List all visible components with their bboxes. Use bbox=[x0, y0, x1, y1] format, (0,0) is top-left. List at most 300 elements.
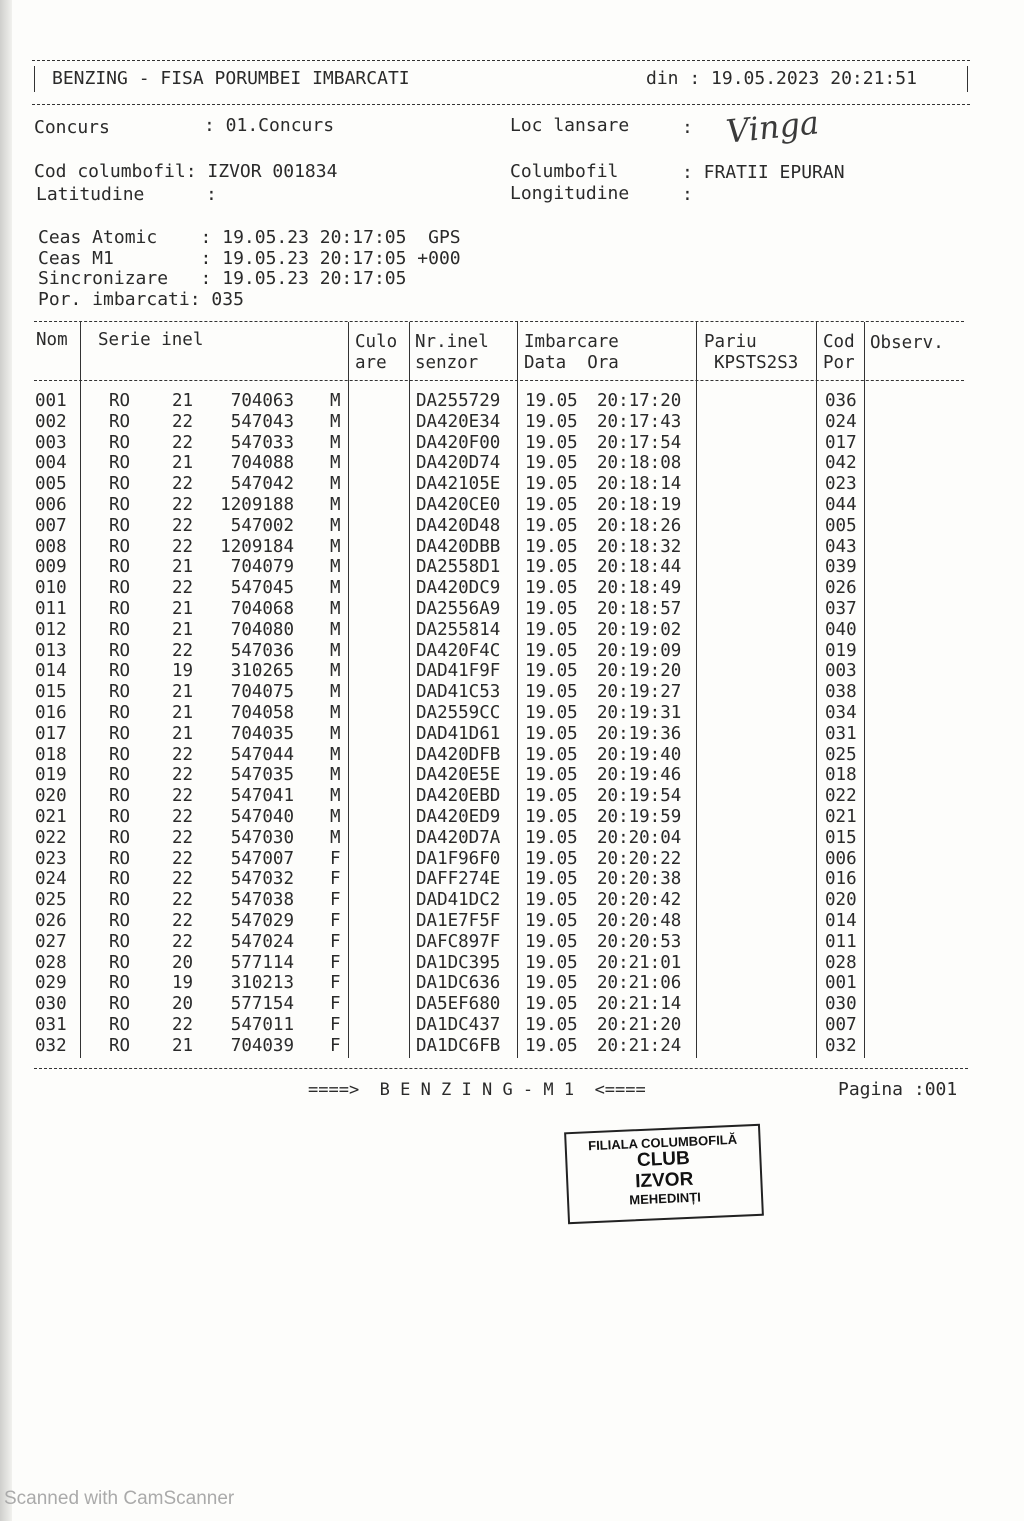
row-cod-por: 025 bbox=[825, 744, 857, 765]
row-sensor: DA420DC9 bbox=[416, 578, 501, 599]
row-time: 20:20:42 bbox=[597, 890, 682, 911]
row-ring-number: 547040 bbox=[230, 807, 294, 827]
row-sensor: DA420ED9 bbox=[416, 807, 501, 827]
row-nom: 017 bbox=[35, 723, 67, 744]
row-sex: M bbox=[330, 453, 341, 474]
cod-columbofil: Cod columbofil: IZVOR 001834 bbox=[34, 161, 338, 182]
footer-banner: ====> B E N Z I N G - M 1 <==== bbox=[308, 1080, 646, 1100]
row-time: 20:21:24 bbox=[597, 1035, 682, 1056]
row-sex: M bbox=[330, 765, 341, 786]
row-time: 20:19:59 bbox=[597, 807, 682, 827]
row-cod-por: 021 bbox=[825, 807, 857, 827]
col-pariu-2: KPSTS2S3 bbox=[714, 353, 799, 373]
row-ring-number: 547045 bbox=[230, 578, 294, 599]
row-ring-number: 577154 bbox=[230, 994, 294, 1015]
row-year: 22 bbox=[172, 765, 194, 786]
row-ring-number: 547007 bbox=[230, 848, 294, 869]
page-number: Pagina :001 bbox=[838, 1079, 958, 1100]
row-ring-number: 704058 bbox=[230, 703, 294, 723]
row-date: 19.05 bbox=[525, 786, 578, 807]
row-date: 19.05 bbox=[525, 536, 578, 557]
row-country: RO bbox=[109, 536, 131, 557]
row-country: RO bbox=[109, 911, 131, 931]
row-time: 20:18:26 bbox=[597, 515, 682, 536]
row-cod-por: 006 bbox=[825, 848, 857, 869]
row-nom: 001 bbox=[35, 391, 67, 411]
row-nom: 005 bbox=[35, 474, 67, 495]
table-row bbox=[34, 557, 968, 578]
ceas-m1: Ceas M1 : 19.05.23 20:17:05 +000 bbox=[38, 248, 461, 269]
row-date: 19.05 bbox=[525, 994, 578, 1015]
row-time: 20:20:04 bbox=[597, 827, 682, 848]
row-cod-por: 037 bbox=[825, 599, 857, 619]
header-left-bar bbox=[34, 66, 35, 92]
header-right-bar bbox=[967, 66, 968, 92]
row-sex: F bbox=[330, 952, 341, 973]
row-year: 22 bbox=[172, 640, 194, 661]
row-date: 19.05 bbox=[525, 682, 578, 703]
row-cod-por: 011 bbox=[825, 931, 857, 952]
row-country: RO bbox=[109, 619, 131, 640]
col-imbarcare-2: Data Ora bbox=[524, 353, 619, 373]
row-nom: 011 bbox=[35, 599, 67, 619]
table-row bbox=[34, 703, 968, 724]
row-date: 19.05 bbox=[525, 599, 578, 619]
row-sensor: DA42105E bbox=[416, 474, 501, 495]
row-time: 20:19:46 bbox=[597, 765, 682, 786]
row-sex: F bbox=[330, 869, 341, 890]
row-ring-number: 1209184 bbox=[220, 536, 294, 557]
row-year: 21 bbox=[172, 599, 194, 619]
row-country: RO bbox=[109, 474, 131, 495]
row-sex: M bbox=[330, 807, 341, 827]
row-time: 20:19:40 bbox=[597, 744, 682, 765]
table-row bbox=[34, 620, 968, 641]
row-country: RO bbox=[109, 890, 131, 911]
report-title: BENZING - FISA PORUMBEI IMBARCATI bbox=[52, 68, 410, 89]
row-ring-number: 547041 bbox=[230, 786, 294, 807]
table-row bbox=[34, 682, 968, 703]
row-nom: 030 bbox=[35, 994, 67, 1015]
table-row bbox=[34, 516, 968, 537]
row-ring-number: 310265 bbox=[230, 661, 294, 682]
row-sex: M bbox=[330, 536, 341, 557]
row-country: RO bbox=[109, 848, 131, 869]
row-nom: 022 bbox=[35, 827, 67, 848]
row-nom: 013 bbox=[35, 640, 67, 661]
row-cod-por: 044 bbox=[825, 495, 857, 515]
row-year: 22 bbox=[172, 495, 194, 515]
row-sensor: DA1DC6FB bbox=[416, 1035, 501, 1056]
row-year: 21 bbox=[172, 703, 194, 723]
row-sex: M bbox=[330, 723, 341, 744]
row-sex: F bbox=[330, 848, 341, 869]
row-sensor: DAD41F9F bbox=[416, 661, 501, 682]
row-date: 19.05 bbox=[525, 1035, 578, 1056]
row-sex: M bbox=[330, 599, 341, 619]
row-time: 20:19:36 bbox=[597, 723, 682, 744]
col-serie-inel: Serie inel bbox=[98, 330, 204, 350]
row-ring-number: 547029 bbox=[230, 911, 294, 931]
row-ring-number: 704088 bbox=[230, 453, 294, 474]
row-cod-por: 018 bbox=[825, 765, 857, 786]
col-nrinel-1: Nr.inel bbox=[415, 332, 489, 352]
col-pariu-1: Pariu bbox=[704, 332, 757, 352]
row-time: 20:19:20 bbox=[597, 661, 682, 682]
row-time: 20:18:14 bbox=[597, 474, 682, 495]
row-cod-por: 042 bbox=[825, 453, 857, 474]
table-row bbox=[34, 994, 968, 1015]
row-sex: F bbox=[330, 973, 341, 994]
row-date: 19.05 bbox=[525, 453, 578, 474]
row-sex: M bbox=[330, 495, 341, 515]
stamp-line-1: FILIALA COLUMBOFILĂ bbox=[587, 1131, 738, 1154]
row-cod-por: 005 bbox=[825, 515, 857, 536]
stamp-line-3: IZVOR bbox=[634, 1168, 694, 1193]
row-sex: M bbox=[330, 432, 341, 453]
row-date: 19.05 bbox=[525, 640, 578, 661]
latitudine-colon: : bbox=[206, 184, 217, 205]
row-sex: F bbox=[330, 931, 341, 952]
row-ring-number: 704075 bbox=[230, 682, 294, 703]
row-date: 19.05 bbox=[525, 869, 578, 890]
stamp-line-4: MEHEDINȚI bbox=[629, 1189, 702, 1208]
row-sensor: DAD41D61 bbox=[416, 723, 501, 744]
table-row bbox=[34, 1036, 968, 1057]
row-nom: 004 bbox=[35, 453, 67, 474]
row-time: 20:19:54 bbox=[597, 786, 682, 807]
row-date: 19.05 bbox=[525, 578, 578, 599]
row-cod-por: 023 bbox=[825, 474, 857, 495]
row-date: 19.05 bbox=[525, 557, 578, 578]
row-sensor: DAFC897F bbox=[416, 931, 501, 952]
scan-edge bbox=[0, 0, 12, 1521]
row-cod-por: 016 bbox=[825, 869, 857, 890]
col-cod-2: Por bbox=[823, 353, 855, 373]
concurs-value: : 01.Concurs bbox=[204, 115, 335, 136]
row-sensor: DA1DC636 bbox=[416, 973, 501, 994]
latitudine-label: Latitudine bbox=[36, 184, 145, 205]
table-row bbox=[34, 890, 968, 911]
row-year: 22 bbox=[172, 515, 194, 536]
row-date: 19.05 bbox=[525, 495, 578, 515]
row-time: 20:20:22 bbox=[597, 848, 682, 869]
row-sensor: DA5EF680 bbox=[416, 994, 501, 1015]
row-nom: 015 bbox=[35, 682, 67, 703]
col-cod-1: Cod bbox=[823, 332, 855, 352]
row-sex: M bbox=[330, 661, 341, 682]
row-time: 20:18:57 bbox=[597, 599, 682, 619]
row-nom: 007 bbox=[35, 515, 67, 536]
row-country: RO bbox=[109, 744, 131, 765]
row-time: 20:18:49 bbox=[597, 578, 682, 599]
row-sensor: DA420EBD bbox=[416, 786, 501, 807]
row-date: 19.05 bbox=[525, 973, 578, 994]
row-time: 20:20:38 bbox=[597, 869, 682, 890]
row-year: 21 bbox=[172, 453, 194, 474]
loc-lansare-colon: : bbox=[682, 117, 693, 138]
stamp-line-2: CLUB bbox=[636, 1148, 691, 1172]
row-sensor: DA255729 bbox=[416, 391, 501, 411]
camscanner-watermark: Scanned with CamScanner bbox=[4, 1488, 235, 1509]
row-date: 19.05 bbox=[525, 432, 578, 453]
table-row bbox=[34, 869, 968, 890]
row-country: RO bbox=[109, 786, 131, 807]
table-row bbox=[34, 828, 968, 849]
row-year: 22 bbox=[172, 869, 194, 890]
row-sensor: DA420D48 bbox=[416, 515, 501, 536]
row-date: 19.05 bbox=[525, 765, 578, 786]
ceas-atomic: Ceas Atomic : 19.05.23 20:17:05 GPS bbox=[38, 227, 461, 248]
row-year: 22 bbox=[172, 578, 194, 599]
col-culoare-2: are bbox=[355, 353, 387, 373]
table-row bbox=[34, 495, 968, 516]
row-nom: 008 bbox=[35, 536, 67, 557]
row-cod-por: 030 bbox=[825, 994, 857, 1015]
row-cod-por: 036 bbox=[825, 391, 857, 411]
row-ring-number: 547042 bbox=[230, 474, 294, 495]
row-cod-por: 028 bbox=[825, 952, 857, 973]
row-country: RO bbox=[109, 432, 131, 453]
row-sensor: DAFF274E bbox=[416, 869, 501, 890]
longitudine-colon: : bbox=[682, 184, 693, 205]
row-nom: 020 bbox=[35, 786, 67, 807]
header-top-rule bbox=[32, 60, 970, 61]
row-nom: 029 bbox=[35, 973, 67, 994]
table-row bbox=[34, 953, 968, 974]
row-nom: 026 bbox=[35, 911, 67, 931]
row-year: 22 bbox=[172, 848, 194, 869]
table-row bbox=[34, 849, 968, 870]
porumbei-imbarcati: Por. imbarcati: 035 bbox=[38, 289, 244, 310]
row-ring-number: 547038 bbox=[230, 890, 294, 911]
row-country: RO bbox=[109, 391, 131, 411]
row-sex: F bbox=[330, 911, 341, 931]
row-nom: 010 bbox=[35, 578, 67, 599]
row-year: 22 bbox=[172, 786, 194, 807]
row-country: RO bbox=[109, 827, 131, 848]
row-sex: M bbox=[330, 640, 341, 661]
row-cod-por: 032 bbox=[825, 1035, 857, 1056]
row-country: RO bbox=[109, 599, 131, 619]
table-row bbox=[34, 786, 968, 807]
row-cod-por: 001 bbox=[825, 973, 857, 994]
columbofil-label: Columbofil bbox=[510, 161, 619, 182]
row-ring-number: 577114 bbox=[230, 952, 294, 973]
row-time: 20:17:54 bbox=[597, 432, 682, 453]
row-cod-por: 017 bbox=[825, 432, 857, 453]
table-row bbox=[34, 412, 968, 433]
row-year: 19 bbox=[172, 973, 194, 994]
row-sensor: DA2558D1 bbox=[416, 557, 501, 578]
row-country: RO bbox=[109, 703, 131, 723]
row-cod-por: 003 bbox=[825, 661, 857, 682]
row-ring-number: 547030 bbox=[230, 827, 294, 848]
row-sex: M bbox=[330, 619, 341, 640]
table-row bbox=[34, 578, 968, 599]
row-year: 22 bbox=[172, 890, 194, 911]
row-country: RO bbox=[109, 411, 131, 432]
row-ring-number: 547002 bbox=[230, 515, 294, 536]
row-sex: M bbox=[330, 744, 341, 765]
row-nom: 021 bbox=[35, 807, 67, 827]
row-ring-number: 704063 bbox=[230, 391, 294, 411]
row-ring-number: 547043 bbox=[230, 411, 294, 432]
row-cod-por: 022 bbox=[825, 786, 857, 807]
row-time: 20:21:20 bbox=[597, 1015, 682, 1035]
row-sex: M bbox=[330, 391, 341, 411]
row-sensor: DA1DC395 bbox=[416, 952, 501, 973]
sincronizare: Sincronizare : 19.05.23 20:17:05 bbox=[38, 268, 407, 289]
row-year: 22 bbox=[172, 827, 194, 848]
row-time: 20:21:01 bbox=[597, 952, 682, 973]
row-ring-number: 704035 bbox=[230, 723, 294, 744]
row-year: 22 bbox=[172, 536, 194, 557]
row-sex: M bbox=[330, 703, 341, 723]
row-sensor: DA420F00 bbox=[416, 432, 501, 453]
row-cod-por: 039 bbox=[825, 557, 857, 578]
row-country: RO bbox=[109, 723, 131, 744]
row-cod-por: 043 bbox=[825, 536, 857, 557]
row-time: 20:19:27 bbox=[597, 682, 682, 703]
row-date: 19.05 bbox=[525, 890, 578, 911]
row-year: 20 bbox=[172, 952, 194, 973]
table-row bbox=[34, 641, 968, 662]
row-year: 20 bbox=[172, 994, 194, 1015]
table-header-rule bbox=[34, 380, 964, 381]
row-ring-number: 547044 bbox=[230, 744, 294, 765]
row-sensor: DA420D74 bbox=[416, 453, 501, 474]
row-nom: 028 bbox=[35, 952, 67, 973]
row-country: RO bbox=[109, 661, 131, 682]
row-time: 20:21:06 bbox=[597, 973, 682, 994]
row-date: 19.05 bbox=[525, 952, 578, 973]
table-row bbox=[34, 973, 968, 994]
row-sensor: DA420DBB bbox=[416, 536, 501, 557]
row-sensor: DA1F96F0 bbox=[416, 848, 501, 869]
row-sensor: DA420DFB bbox=[416, 744, 501, 765]
row-ring-number: 704039 bbox=[230, 1035, 294, 1056]
row-time: 20:19:09 bbox=[597, 640, 682, 661]
row-nom: 025 bbox=[35, 890, 67, 911]
row-sensor: DA1DC437 bbox=[416, 1015, 501, 1035]
row-year: 22 bbox=[172, 1015, 194, 1035]
row-country: RO bbox=[109, 973, 131, 994]
table-row bbox=[34, 391, 968, 412]
row-nom: 027 bbox=[35, 931, 67, 952]
row-cod-por: 019 bbox=[825, 640, 857, 661]
row-nom: 002 bbox=[35, 411, 67, 432]
row-sensor: DA255814 bbox=[416, 619, 501, 640]
row-nom: 016 bbox=[35, 703, 67, 723]
row-country: RO bbox=[109, 640, 131, 661]
row-sensor: DA420E5E bbox=[416, 765, 501, 786]
row-country: RO bbox=[109, 952, 131, 973]
table-row bbox=[34, 807, 968, 828]
row-country: RO bbox=[109, 515, 131, 536]
row-time: 20:20:53 bbox=[597, 931, 682, 952]
concurs-label: Concurs bbox=[34, 117, 110, 138]
table-row bbox=[34, 537, 968, 558]
row-date: 19.05 bbox=[525, 661, 578, 682]
row-date: 19.05 bbox=[525, 515, 578, 536]
table-row bbox=[34, 765, 968, 786]
row-cod-por: 020 bbox=[825, 890, 857, 911]
row-sex: M bbox=[330, 578, 341, 599]
row-date: 19.05 bbox=[525, 391, 578, 411]
table-bottom-rule bbox=[34, 1068, 968, 1069]
row-year: 21 bbox=[172, 619, 194, 640]
row-ring-number: 704079 bbox=[230, 557, 294, 578]
row-country: RO bbox=[109, 1035, 131, 1056]
col-culoare-1: Culo bbox=[355, 332, 398, 352]
row-ring-number: 547033 bbox=[230, 432, 294, 453]
table-row bbox=[34, 661, 968, 682]
row-country: RO bbox=[109, 765, 131, 786]
row-time: 20:18:08 bbox=[597, 453, 682, 474]
row-date: 19.05 bbox=[525, 911, 578, 931]
row-sex: F bbox=[330, 890, 341, 911]
row-cod-por: 015 bbox=[825, 827, 857, 848]
row-nom: 024 bbox=[35, 869, 67, 890]
row-date: 19.05 bbox=[525, 474, 578, 495]
row-ring-number: 547024 bbox=[230, 931, 294, 952]
row-sensor: DA420CE0 bbox=[416, 495, 501, 515]
table-row bbox=[34, 932, 968, 953]
table-row bbox=[34, 745, 968, 766]
row-nom: 006 bbox=[35, 495, 67, 515]
row-time: 20:17:20 bbox=[597, 391, 682, 411]
club-stamp bbox=[564, 1124, 764, 1224]
row-sensor: DA2556A9 bbox=[416, 599, 501, 619]
row-sensor: DA1E7F5F bbox=[416, 911, 501, 931]
col-nrinel-2: senzor bbox=[415, 353, 479, 373]
row-year: 21 bbox=[172, 1035, 194, 1056]
row-sex: M bbox=[330, 515, 341, 536]
row-nom: 031 bbox=[35, 1015, 67, 1035]
row-sensor: DA420F4C bbox=[416, 640, 501, 661]
row-date: 19.05 bbox=[525, 744, 578, 765]
row-year: 21 bbox=[172, 557, 194, 578]
loc-lansare-handwritten: Vinga bbox=[724, 103, 821, 151]
row-year: 22 bbox=[172, 911, 194, 931]
row-sex: M bbox=[330, 474, 341, 495]
row-cod-por: 014 bbox=[825, 911, 857, 931]
col-nom: Nom bbox=[36, 330, 68, 350]
row-cod-por: 038 bbox=[825, 682, 857, 703]
row-country: RO bbox=[109, 557, 131, 578]
row-sex: M bbox=[330, 411, 341, 432]
col-observatii: Observ. bbox=[870, 333, 944, 353]
row-nom: 023 bbox=[35, 848, 67, 869]
row-ring-number: 310213 bbox=[230, 973, 294, 994]
row-nom: 003 bbox=[35, 432, 67, 453]
report-datetime: din : 19.05.2023 20:21:51 bbox=[646, 68, 917, 89]
row-ring-number: 704080 bbox=[230, 619, 294, 640]
row-sex: F bbox=[330, 1015, 341, 1035]
row-ring-number: 547032 bbox=[230, 869, 294, 890]
row-nom: 032 bbox=[35, 1035, 67, 1056]
row-sensor: DA420E34 bbox=[416, 411, 501, 432]
row-time: 20:17:43 bbox=[597, 411, 682, 432]
row-date: 19.05 bbox=[525, 807, 578, 827]
row-country: RO bbox=[109, 994, 131, 1015]
row-date: 19.05 bbox=[525, 703, 578, 723]
row-time: 20:21:14 bbox=[597, 994, 682, 1015]
row-year: 21 bbox=[172, 723, 194, 744]
row-year: 22 bbox=[172, 807, 194, 827]
row-time: 20:18:32 bbox=[597, 536, 682, 557]
